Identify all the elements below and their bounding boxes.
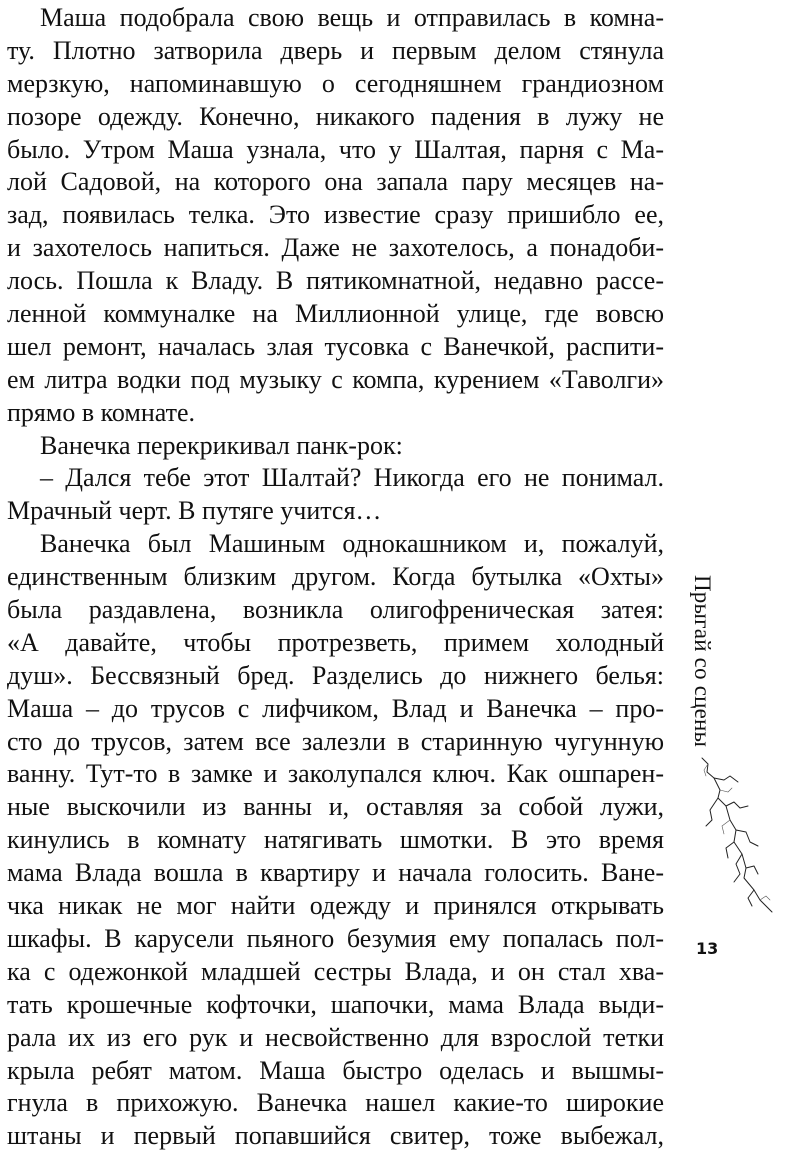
text-line: – Дался тебе этот Шалтай? Никогда его не понимал. bbox=[40, 463, 664, 493]
text-line: Ванечка был Машиным однокашником и, пожалуй, bbox=[40, 529, 664, 559]
text-line: мама Влада вошла в квартиру и начала голосить. Ване- bbox=[7, 858, 664, 888]
text-line: прямо в комнате. bbox=[7, 397, 196, 427]
text-line: зад, появилась телка. Это известие сразу пришибло ее, bbox=[7, 200, 664, 230]
text-line: мерзкую, напоминавшую о сегодняшнем грандиозном bbox=[7, 68, 664, 98]
text-line: тать крошечные кофточки, шапочки, мама Влада выди- bbox=[7, 989, 664, 1019]
text-line: ванну. Тут-то в замке и заколупался ключ. Как ошпарен- bbox=[7, 759, 664, 789]
text-line: лой Садовой, на которого она запала пару месяцев на- bbox=[7, 167, 664, 197]
text-line: ту. Плотно затворила дверь и первым делом стянула bbox=[7, 35, 664, 65]
body-text bbox=[7, 2, 664, 1153]
text-line: «А давайте, чтобы протрезветь, примем холодный bbox=[7, 627, 664, 657]
text-line: Ванечка перекрикивал панк-рок: bbox=[40, 430, 403, 460]
text-line: крыла ребят матом. Маша быстро оделась и вышмы- bbox=[7, 1055, 664, 1085]
text-line: позоре одежду. Конечно, никакого падения в лужу не bbox=[7, 101, 664, 131]
text-line: ем литра водки под музыку с компа, курением «Таволги» bbox=[7, 364, 664, 394]
text-line: штаны и первый попавшийся свитер, тоже выбежал, bbox=[7, 1121, 664, 1151]
text-line: единственным близким другом. Когда бутылка «Охты» bbox=[7, 562, 664, 592]
text-line: душ». Бессвязный бред. Разделись до нижнего белья: bbox=[7, 660, 664, 690]
text-line: Маша – до трусов с лифчиком, Влад и Ванечка – про- bbox=[7, 693, 664, 723]
text-line: рала их из его рук и несвойственно для взрослой тетки bbox=[7, 1022, 664, 1052]
text-line: шкафы. В карусели пьяного безумия ему попалась пол- bbox=[7, 923, 664, 953]
text-line: и захотелось напиться. Даже не захотелось, а понадоби- bbox=[7, 233, 664, 263]
text-line: Мрачный черт. В путяге учится… bbox=[7, 496, 382, 526]
text-line: ка с одежонкой младшей сестры Влада, и он стал хва- bbox=[7, 956, 664, 986]
text-line: лось. Пошла к Владу. В пятикомнатной, недавно рассе- bbox=[7, 266, 664, 296]
text-line: сто до трусов, затем все залезли в старинную чугунную bbox=[7, 726, 664, 756]
text-line: чка никак не мог найти одежду и принялся открывать bbox=[7, 891, 664, 921]
text-line: гнула в прихожую. Ванечка нашел какие-то широкие bbox=[7, 1088, 664, 1118]
text-line: было. Утром Маша узнала, что у Шалтая, парня с Ма- bbox=[7, 134, 664, 164]
text-line: ленной коммуналке на Миллионной улице, где вовсю bbox=[7, 299, 664, 329]
crack-decoration-icon bbox=[700, 750, 780, 915]
text-line: ные выскочили из ванны и, оставляя за собой лужи, bbox=[7, 792, 664, 822]
text-line: была раздавлена, возникла олигофреническая затея: bbox=[7, 595, 664, 625]
page-number: 13 bbox=[696, 939, 719, 958]
running-head-title: Прыгай со сцены bbox=[690, 575, 715, 748]
text-line: шел ремонт, началась злая тусовка с Ванечкой, распити- bbox=[7, 331, 664, 361]
text-line: Маша подобрала свою вещь и отправилась в комна- bbox=[40, 3, 664, 32]
text-line: кинулись в комнату натягивать шмотки. В это время bbox=[7, 825, 664, 855]
